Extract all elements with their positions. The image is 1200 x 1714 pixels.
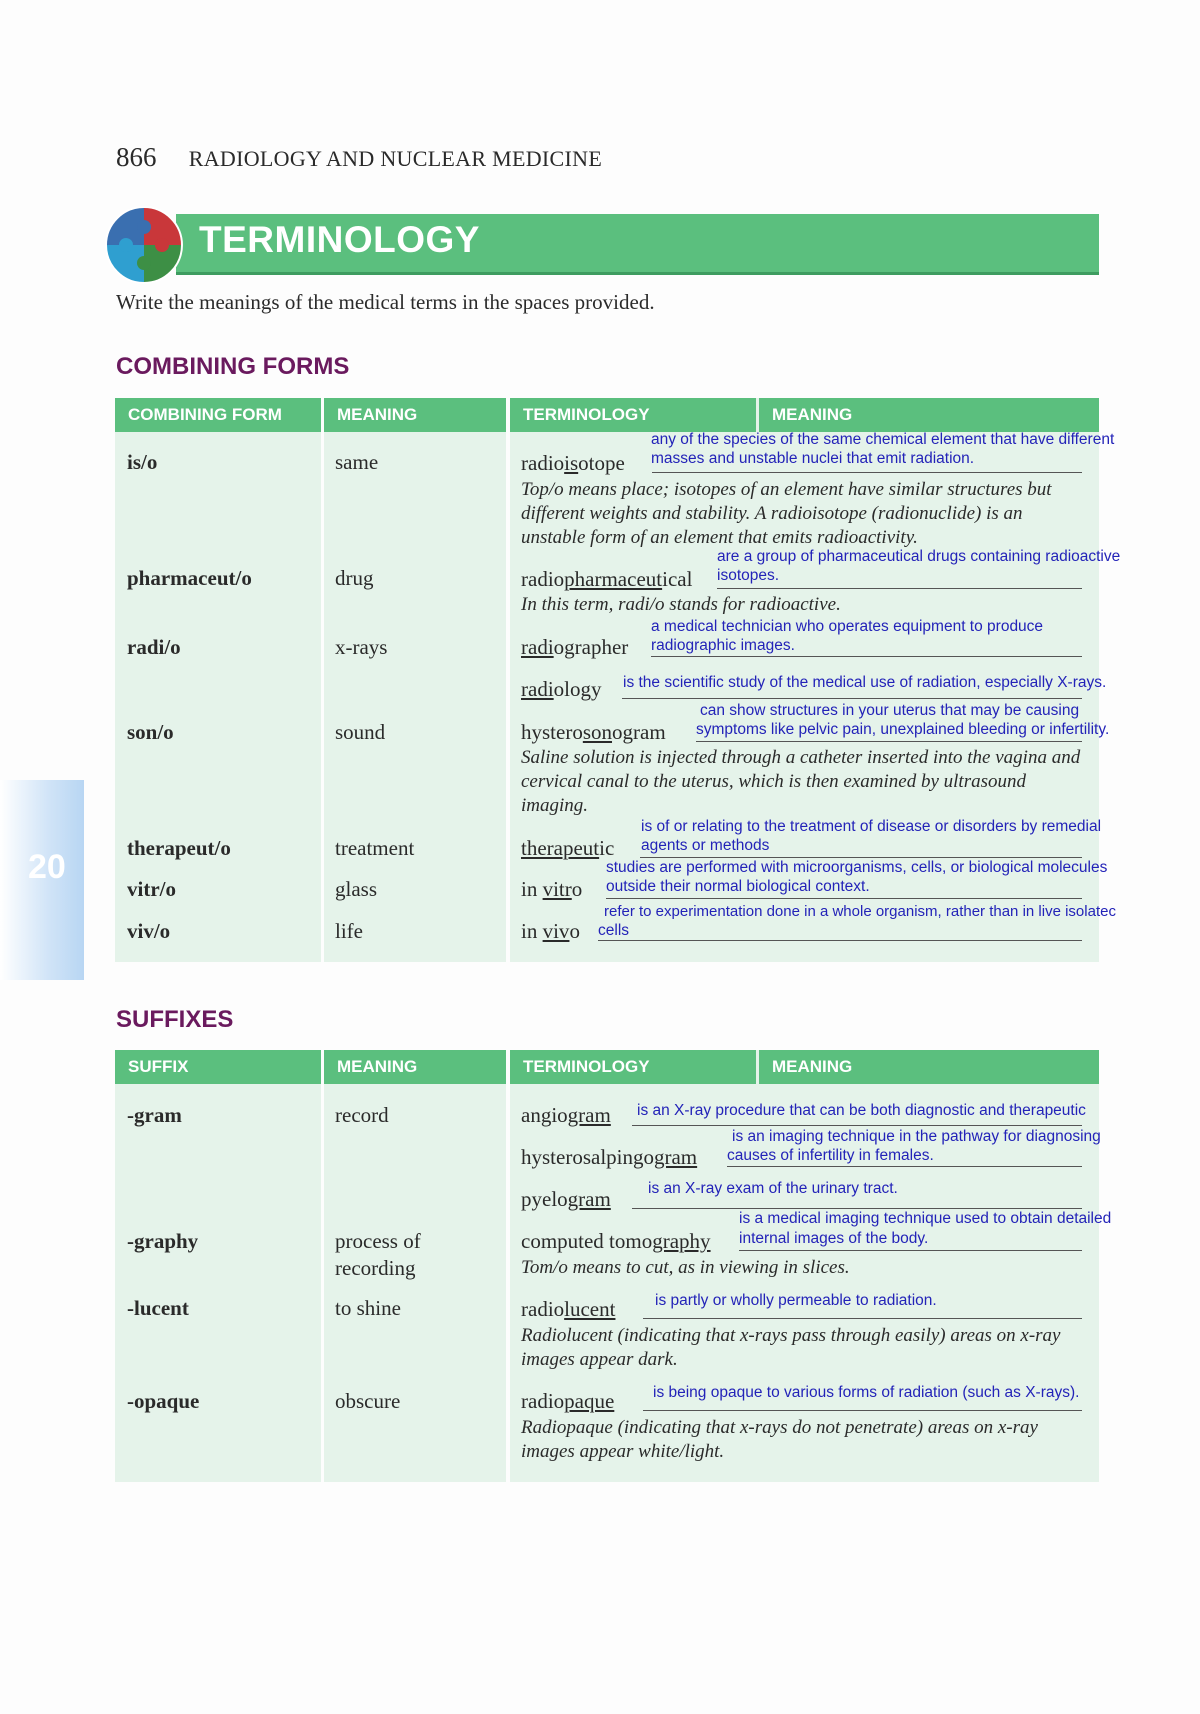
answer-text[interactable]: is of or relating to the treatment of disease or disorders by remedial bbox=[641, 818, 1102, 835]
meaning: treatment bbox=[335, 836, 415, 860]
puzzle-icon bbox=[104, 205, 184, 285]
meaning: drug bbox=[335, 566, 374, 590]
answer-line bbox=[739, 1250, 1082, 1251]
combining-form: vitr/o bbox=[127, 877, 176, 901]
combining-form: therapeut/o bbox=[127, 836, 231, 860]
answer-line bbox=[622, 698, 1082, 699]
combining-header-terminology: TERMINOLOGY bbox=[510, 398, 756, 432]
answer-text[interactable]: a medical technician who operates equipment to produce bbox=[651, 618, 1044, 635]
answer-text[interactable]: outside their normal biological context. bbox=[606, 878, 870, 895]
banner-title: TERMINOLOGY bbox=[199, 219, 480, 260]
suffix: -gram bbox=[127, 1103, 182, 1127]
term: in vitro bbox=[521, 877, 583, 901]
answer-line bbox=[652, 472, 1082, 473]
term-note: Top/o means place; isotopes of an element have similar structures but different weights and stability. A radioisotope (radionuclide) is an unstable form of an element that emits radioactivity. bbox=[521, 479, 1052, 548]
term: radioisotope bbox=[521, 451, 625, 475]
answer-line bbox=[727, 1166, 1082, 1167]
term-note: In this term, radi/o stands for radioactive. bbox=[521, 594, 841, 615]
term: angiogram bbox=[521, 1103, 611, 1127]
term: radiology bbox=[521, 677, 602, 701]
answer-line bbox=[643, 1318, 1082, 1319]
chapter-tab bbox=[0, 780, 84, 980]
answer-text[interactable]: can show structures in your uterus that may be causing bbox=[700, 702, 1080, 719]
term: radiolucent bbox=[521, 1297, 616, 1321]
meaning: obscure bbox=[335, 1389, 401, 1413]
term-note: Saline solution is injected through a catheter inserted into the vagina and cervical canal to the uterus, which is then examined by ultrasound imaging. bbox=[521, 747, 1081, 816]
terminology-banner bbox=[176, 214, 1099, 275]
answer-text[interactable]: agents or methods bbox=[641, 837, 770, 854]
answer-line bbox=[717, 588, 1082, 589]
term: pyelogram bbox=[521, 1187, 611, 1211]
answer-text[interactable]: masses and unstable nuclei that emit radiation. bbox=[651, 450, 975, 467]
term: in vivo bbox=[521, 919, 580, 943]
running-title: RADIOLOGY AND NUCLEAR MEDICINE bbox=[188, 146, 603, 171]
answer-text[interactable]: is an X-ray exam of the urinary tract. bbox=[648, 1180, 898, 1197]
term-note: Radiopaque (indicating that x-rays do not penetrate) areas on x-ray images appear white/light. bbox=[521, 1417, 1038, 1462]
suffix: -lucent bbox=[127, 1296, 189, 1320]
meaning: x-rays bbox=[335, 635, 388, 659]
term: therapeutic bbox=[521, 836, 615, 860]
answer-line bbox=[643, 1410, 1082, 1411]
answer-text[interactable]: studies are performed with microorganisms, cells, or biological molecules bbox=[606, 859, 1108, 876]
term: radiographer bbox=[521, 635, 629, 659]
answer-text[interactable]: is being opaque to various forms of radiation (such as X-rays). bbox=[653, 1384, 1080, 1401]
combining-form: viv/o bbox=[127, 919, 171, 943]
answer-text[interactable]: internal images of the body. bbox=[739, 1230, 929, 1247]
meaning: record bbox=[335, 1103, 389, 1127]
suffix-header-terminology: TERMINOLOGY bbox=[510, 1050, 756, 1084]
suffix: -opaque bbox=[127, 1389, 200, 1413]
combining-header-meaning: MEANING bbox=[324, 398, 506, 432]
meaning: same bbox=[335, 450, 379, 474]
answer-line bbox=[651, 656, 1082, 657]
suffixes-heading: SUFFIXES bbox=[116, 1006, 234, 1033]
answer-text[interactable]: is an X-ray procedure that can be both diagnostic and therapeutic bbox=[637, 1102, 1086, 1119]
suffix: -graphy bbox=[127, 1229, 199, 1253]
combining-header-term-meaning: MEANING bbox=[759, 398, 1099, 432]
combining-form: son/o bbox=[127, 720, 174, 744]
combining-form: is/o bbox=[127, 450, 158, 474]
term: hysterosonogram bbox=[521, 720, 666, 744]
combining-header-form: COMBINING FORM bbox=[115, 398, 321, 432]
answer-text[interactable]: any of the species of the same chemical element that have different bbox=[651, 431, 1115, 448]
answer-text[interactable]: radiographic images. bbox=[651, 637, 795, 654]
answer-text[interactable]: is partly or wholly permeable to radiation. bbox=[655, 1292, 937, 1309]
meaning: glass bbox=[335, 877, 377, 901]
meaning: life bbox=[335, 919, 363, 943]
answer-text[interactable]: cells bbox=[598, 922, 630, 939]
combining-form: radi/o bbox=[127, 635, 181, 659]
chapter-number: 20 bbox=[28, 848, 66, 886]
meaning: to shine bbox=[335, 1296, 401, 1320]
combining-forms-heading: COMBINING FORMS bbox=[116, 353, 350, 380]
answer-line bbox=[606, 898, 1082, 899]
suffix-header-meaning: MEANING bbox=[324, 1050, 506, 1084]
answer-line bbox=[696, 741, 1082, 742]
answer-line bbox=[632, 1125, 1082, 1126]
term-note: Radiolucent (indicating that x-rays pass through easily) areas on x-ray images appear dark. bbox=[521, 1325, 1061, 1370]
answer-text[interactable]: is an imaging technique in the pathway for diagnosing bbox=[732, 1128, 1101, 1145]
answer-text[interactable]: causes of infertility in females. bbox=[727, 1147, 934, 1164]
answer-text[interactable]: isotopes. bbox=[717, 567, 780, 584]
meaning: process of recording bbox=[335, 1229, 421, 1280]
term: radiopharmaceutical bbox=[521, 567, 693, 591]
meaning: sound bbox=[335, 720, 386, 744]
instructions: Write the meanings of the medical terms in the spaces provided. bbox=[116, 290, 655, 314]
term: radiopaque bbox=[521, 1389, 615, 1413]
combining-form: pharmaceut/o bbox=[127, 566, 252, 590]
answer-line bbox=[598, 940, 1082, 941]
answer-text[interactable]: is the scientific study of the medical use of radiation, especially X-rays. bbox=[623, 674, 1107, 691]
suffix-header-term-meaning: MEANING bbox=[759, 1050, 1099, 1084]
term-note: Tom/o means to cut, as in viewing in slices. bbox=[521, 1257, 850, 1278]
page-header bbox=[116, 142, 602, 173]
answer-text[interactable]: is a medical imaging technique used to obtain detailed bbox=[739, 1210, 1112, 1227]
answer-text[interactable]: symptoms like pelvic pain, unexplained bleeding or infertility. bbox=[696, 721, 1110, 738]
term: hysterosalpingogram bbox=[521, 1145, 698, 1169]
page-number: 866 bbox=[116, 142, 157, 172]
answer-text[interactable]: refer to experimentation done in a whole organism, rather than in live isolatec bbox=[604, 903, 1116, 920]
term: computed tomography bbox=[521, 1229, 711, 1253]
suffix-header-suffix: SUFFIX bbox=[115, 1050, 321, 1084]
answer-text[interactable]: are a group of pharmaceutical drugs containing radioactive bbox=[717, 548, 1121, 565]
